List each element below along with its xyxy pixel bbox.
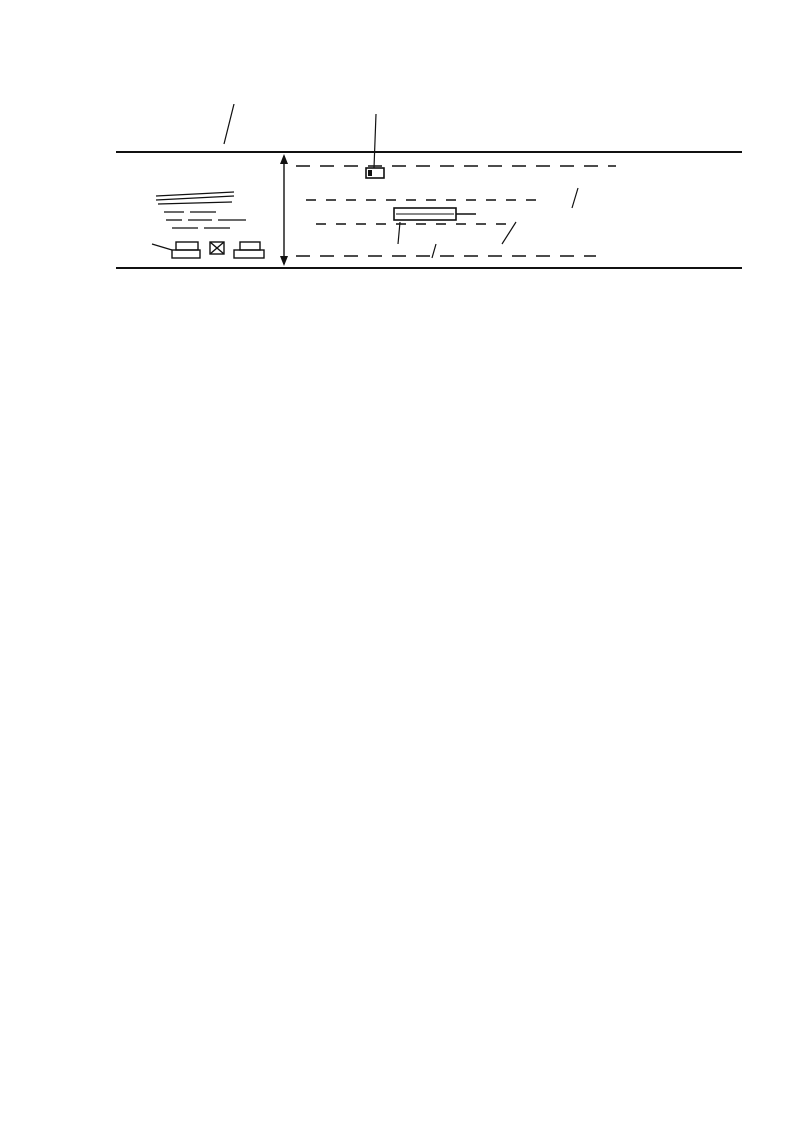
figure-2-13 (116, 104, 742, 316)
arrow-up-icon (280, 154, 288, 164)
leader-4 (502, 222, 516, 244)
leader-2 (374, 114, 376, 168)
leader-7 (152, 244, 172, 250)
leader-6 (398, 222, 400, 244)
arrow-down-icon (280, 256, 288, 266)
leader-3 (572, 188, 578, 208)
log-stack-icon (172, 242, 264, 258)
document-page (116, 74, 742, 340)
leader-5 (432, 244, 436, 258)
road-clearing-diagram (116, 104, 742, 316)
sorted-logs-icon (156, 192, 246, 228)
stump-puller-detail (368, 170, 372, 176)
leader-1 (224, 104, 234, 144)
